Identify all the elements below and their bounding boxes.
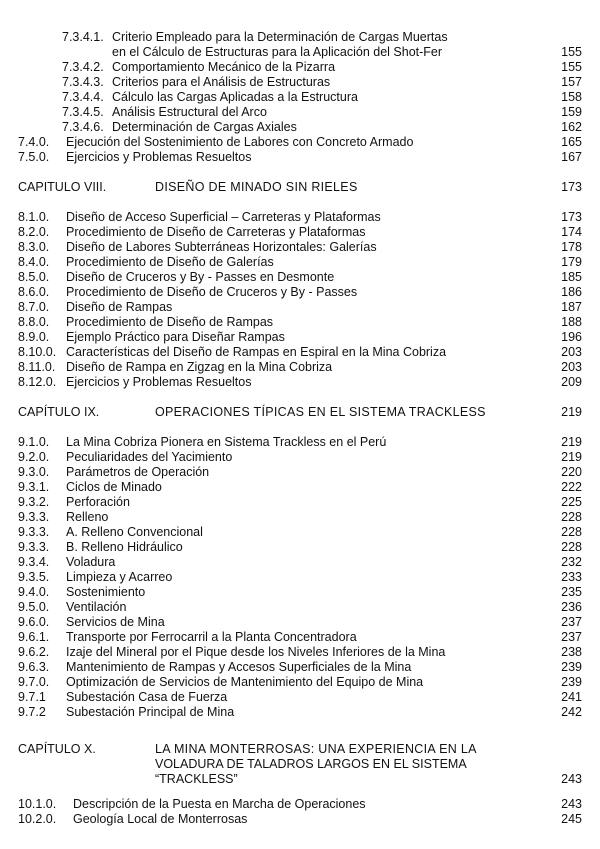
toc-entry (0, 525, 600, 540)
entry-number: 9.3.5. (18, 570, 50, 584)
entry-title: Diseño de Rampas (66, 300, 173, 314)
page-number: 232 (561, 555, 582, 569)
toc-entry (0, 480, 600, 495)
entry-title: Peculiaridades del Yacimiento (66, 450, 233, 464)
entry-number: 9.3.0. (18, 465, 50, 479)
entry-title: Procedimiento de Diseño de Galerías (66, 255, 274, 269)
entry-title: en el Cálculo de Estructuras para la Aplicación del Shot-Fer (112, 45, 443, 59)
page-number: 222 (561, 480, 582, 494)
entry-number: 7.3.4.2. (62, 60, 104, 74)
entry-title: A. Relleno Convencional (66, 525, 203, 539)
entry-title: Procedimiento de Diseño de Rampas (66, 315, 274, 329)
toc-entry (0, 60, 600, 75)
entry-number: 9.3.3. (18, 540, 50, 554)
toc-entry (0, 240, 600, 255)
toc-entry (0, 600, 600, 615)
page-number: 243 (561, 772, 582, 786)
entry-title: OPERACIONES TÍPICAS EN EL SISTEMA TRACKLESS (155, 405, 486, 419)
page-number: 186 (561, 285, 582, 299)
page-number: 233 (561, 570, 582, 584)
entry-number: CAPITULO VIII. (18, 180, 107, 194)
entry-number: 8.4.0. (18, 255, 50, 269)
entry-title: Descripción de la Puesta en Marcha de Operaciones (73, 797, 366, 811)
toc-entry (0, 495, 600, 510)
entry-title: Criterio Empleado para la Determinación de Cargas Muertas (112, 30, 448, 44)
entry-title: Servicios de Mina (66, 615, 165, 629)
toc-entry (0, 450, 600, 465)
toc-entry (0, 660, 600, 675)
toc-entry (0, 585, 600, 600)
toc-entry (0, 645, 600, 660)
page-number: 167 (561, 150, 582, 164)
entry-title: Limpieza y Acarreo (66, 570, 173, 584)
page-number: 209 (561, 375, 582, 389)
toc-entry (0, 555, 600, 570)
page-number: 228 (561, 525, 582, 539)
entry-title: Izaje del Mineral por el Pique desde los Niveles Inferiores de la Mina (66, 645, 446, 659)
entry-title: DISEÑO DE MINADO SIN RIELES (155, 180, 358, 194)
toc-entry (0, 300, 600, 315)
page-number: 155 (561, 60, 582, 74)
toc-entry (0, 75, 600, 90)
entry-title: Ejecución del Sostenimiento de Labores con Concreto Armado (66, 135, 414, 149)
entry-number: 8.2.0. (18, 225, 50, 239)
page-number: 219 (561, 435, 582, 449)
entry-number: 8.9.0. (18, 330, 50, 344)
page-number: 245 (561, 812, 582, 826)
page-number: 242 (561, 705, 582, 719)
page-number: 237 (561, 615, 582, 629)
entry-title: Características del Diseño de Rampas en Espiral en la Mina Cobriza (66, 345, 447, 359)
entry-number: 9.7.2 (18, 705, 46, 719)
toc-entry (0, 757, 600, 772)
entry-title: Diseño de Cruceros y By - Passes en Desmonte (66, 270, 335, 284)
toc-entry (0, 330, 600, 345)
entry-number: 9.4.0. (18, 585, 50, 599)
toc-entry (0, 360, 600, 375)
entry-number: 9.3.3. (18, 510, 50, 524)
page-number: 173 (561, 210, 582, 224)
toc-entry (0, 255, 600, 270)
entry-title: Criterios para el Análisis de Estructuras (112, 75, 331, 89)
toc-entry (0, 105, 600, 120)
entry-title: LA MINA MONTERROSAS: UNA EXPERIENCIA EN LA (155, 742, 477, 756)
entry-title: Procedimiento de Diseño de Carreteras y Plataformas (66, 225, 366, 239)
entry-title: La Mina Cobriza Pionera en Sistema Trackless en el Perú (66, 435, 387, 449)
entry-title: Diseño de Acceso Superficial – Carreteras y Plataformas (66, 210, 381, 224)
entry-title: B. Relleno Hidráulico (66, 540, 183, 554)
page-number: 173 (561, 180, 582, 194)
page-number: 179 (561, 255, 582, 269)
toc-entry (0, 285, 600, 300)
page-number: 239 (561, 675, 582, 689)
page-number: 225 (561, 495, 582, 509)
entry-number: 9.3.2. (18, 495, 50, 509)
chapter-heading (0, 742, 600, 757)
page-number: 237 (561, 630, 582, 644)
entry-number: 7.3.4.6. (62, 120, 104, 134)
toc-entry (0, 90, 600, 105)
entry-number: 7.3.4.1. (62, 30, 104, 44)
entry-number: 8.5.0. (18, 270, 50, 284)
entry-title: Subestación Principal de Mina (66, 705, 235, 719)
entry-title: Cálculo las Cargas Aplicadas a la Estructura (112, 90, 358, 104)
toc-entry (0, 345, 600, 360)
entry-number: 9.1.0. (18, 435, 50, 449)
toc-entry (0, 120, 600, 135)
entry-number: 9.3.1. (18, 480, 50, 494)
entry-number: 9.6.3. (18, 660, 50, 674)
chapter-heading (0, 180, 600, 195)
toc-entry (0, 812, 600, 827)
entry-number: 8.1.0. (18, 210, 50, 224)
toc-entry (0, 615, 600, 630)
entry-number: 9.6.1. (18, 630, 50, 644)
toc-entry (0, 210, 600, 225)
entry-title: Subestación Casa de Fuerza (66, 690, 228, 704)
entry-number: 7.3.4.3. (62, 75, 104, 89)
entry-title: Diseño de Rampa en Zigzag en la Mina Cobriza (66, 360, 333, 374)
toc-entry (0, 630, 600, 645)
toc-entry (0, 135, 600, 150)
page-number: 185 (561, 270, 582, 284)
page-number: 235 (561, 585, 582, 599)
toc-entry (0, 772, 600, 787)
entry-title: Mantenimiento de Rampas y Accesos Superficiales de la Mina (66, 660, 412, 674)
entry-title: Ejemplo Práctico para Diseñar Rampas (66, 330, 285, 344)
page-number: 165 (561, 135, 582, 149)
entry-title: Relleno (66, 510, 109, 524)
entry-number: 7.5.0. (18, 150, 50, 164)
toc-entry (0, 225, 600, 240)
entry-number: 8.7.0. (18, 300, 50, 314)
page-number: 188 (561, 315, 582, 329)
entry-title: Comportamiento Mecánico de la Pizarra (112, 60, 336, 74)
page-number: 162 (561, 120, 582, 134)
entry-number: 10.2.0. (18, 812, 57, 826)
toc-entry (0, 797, 600, 812)
toc-entry (0, 690, 600, 705)
entry-number: 10.1.0. (18, 797, 57, 811)
entry-title: Sostenimiento (66, 585, 146, 599)
page-number: 243 (561, 797, 582, 811)
entry-title: “TRACKLESS” (155, 772, 238, 786)
page-number: 174 (561, 225, 582, 239)
toc-entry (0, 570, 600, 585)
toc-entry (0, 510, 600, 525)
entry-number: 8.6.0. (18, 285, 50, 299)
entry-title: Ciclos de Minado (66, 480, 162, 494)
toc-entry (0, 435, 600, 450)
entry-title: Parámetros de Operación (66, 465, 210, 479)
page-number: 187 (561, 300, 582, 314)
entry-number: 8.10.0. (18, 345, 57, 359)
page-number: 159 (561, 105, 582, 119)
entry-title: Ventilación (66, 600, 127, 614)
entry-number: CAPÍTULO X. (18, 742, 96, 756)
entry-title: VOLADURA DE TALADROS LARGOS EN EL SISTEMA (155, 757, 467, 771)
toc-entry (0, 315, 600, 330)
toc-entry (0, 30, 600, 45)
toc-entry (0, 270, 600, 285)
entry-number: 9.5.0. (18, 600, 50, 614)
entry-title: Diseño de Labores Subterráneas Horizontales: Galerías (66, 240, 377, 254)
entry-title: Análisis Estructural del Arco (112, 105, 267, 119)
toc-entry (0, 375, 600, 390)
page-number: 158 (561, 90, 582, 104)
entry-number: 8.8.0. (18, 315, 50, 329)
entry-number: 9.6.0. (18, 615, 50, 629)
toc-entry (0, 465, 600, 480)
entry-title: Procedimiento de Diseño de Cruceros y By - Passes (66, 285, 358, 299)
page-number: 236 (561, 600, 582, 614)
entry-number: 7.4.0. (18, 135, 50, 149)
page-number: 178 (561, 240, 582, 254)
page-number: 241 (561, 690, 582, 704)
entry-number: CAPÍTULO IX. (18, 405, 100, 419)
page-number: 239 (561, 660, 582, 674)
page-number: 219 (561, 405, 582, 419)
entry-title: Transporte por Ferrocarril a la Planta Concentradora (66, 630, 357, 644)
entry-number: 9.7.0. (18, 675, 50, 689)
page-number: 219 (561, 450, 582, 464)
entry-number: 8.12.0. (18, 375, 57, 389)
entry-number: 9.7.1 (18, 690, 46, 704)
page-number: 228 (561, 510, 582, 524)
entry-title: Determinación de Cargas Axiales (112, 120, 297, 134)
toc-entry (0, 705, 600, 720)
page-number: 220 (561, 465, 582, 479)
entry-number: 7.3.4.5. (62, 105, 104, 119)
entry-title: Ejercicios y Problemas Resueltos (66, 375, 252, 389)
page-number: 203 (561, 360, 582, 374)
entry-number: 9.3.4. (18, 555, 50, 569)
entry-number: 7.3.4.4. (62, 90, 104, 104)
entry-number: 9.2.0. (18, 450, 50, 464)
entry-title: Optimización de Servicios de Mantenimiento del Equipo de Mina (66, 675, 424, 689)
page-number: 238 (561, 645, 582, 659)
entry-number: 8.3.0. (18, 240, 50, 254)
page-number: 203 (561, 345, 582, 359)
page-number: 228 (561, 540, 582, 554)
entry-number: 9.6.2. (18, 645, 50, 659)
entry-title: Geología Local de Monterrosas (73, 812, 248, 826)
toc-entry (0, 45, 600, 60)
entry-number: 8.11.0. (18, 360, 56, 374)
toc-entry (0, 540, 600, 555)
entry-title: Ejercicios y Problemas Resueltos (66, 150, 252, 164)
entry-number: 9.3.3. (18, 525, 50, 539)
entry-title: Perforación (66, 495, 130, 509)
chapter-heading (0, 405, 600, 420)
toc-entry (0, 675, 600, 690)
page-number: 155 (561, 45, 582, 59)
page-number: 157 (561, 75, 582, 89)
entry-title: Voladura (66, 555, 116, 569)
page-number: 196 (561, 330, 582, 344)
toc-entry (0, 150, 600, 165)
